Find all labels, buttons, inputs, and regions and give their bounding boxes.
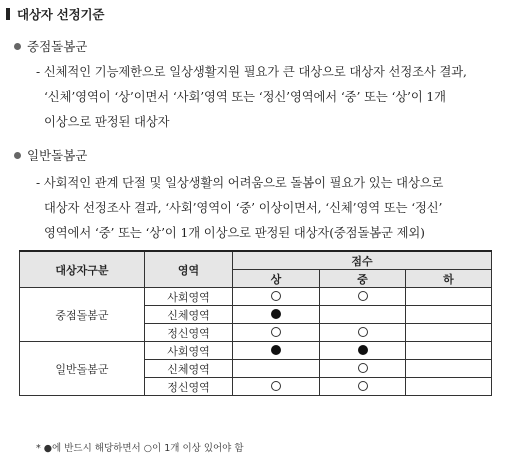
area-cell: 신체영역 [145,360,233,378]
open-circle-icon [271,327,281,337]
circle-bullet-icon [14,43,21,50]
paragraph-line: 영역에서 ‘중’ 또는 ‘상’이 1개 이상으로 판정된 대상자(중점돌봄군 제외) [44,226,425,240]
circle-bullet-icon [14,152,21,159]
open-circle-icon [358,327,368,337]
header-mid: 중 [320,270,406,288]
paragraph-line: 이상으로 판정된 대상자 [44,115,170,129]
area-cell: 사회영역 [145,342,233,360]
area-cell: 사회영역 [145,288,233,306]
bullet-heading-general [14,146,87,164]
score-cell-low [406,378,492,396]
header-high: 상 [233,270,320,288]
filled-circle-icon [358,345,368,355]
score-cell-high [233,360,320,378]
filled-circle-icon [271,345,281,355]
area-cell: 신체영역 [145,306,233,324]
header-area: 영역 [145,251,233,288]
score-cell-mid [320,378,406,396]
open-circle-icon [271,291,281,301]
score-cell-mid [320,342,406,360]
square-bullet-icon [6,8,10,20]
paragraph-intensive [36,60,498,135]
score-cell-low [406,342,492,360]
paragraph-line: - 신체적인 기능제한으로 일상생활지원 필요가 큰 대상으로 대상자 선정조사 결과, [36,65,467,79]
paragraph-general [36,171,498,246]
score-cell-high [233,288,320,306]
header-group: 대상자구분 [20,251,145,288]
criteria-table [19,250,492,396]
area-cell: 정신영역 [145,378,233,396]
score-cell-low [406,288,492,306]
score-cell-low [406,360,492,378]
score-cell-mid [320,288,406,306]
header-score: 점수 [233,251,492,270]
score-cell-mid [320,306,406,324]
score-cell-high [233,342,320,360]
footnote: * ●에 반드시 해당하면서 ○이 1개 이상 있어야 함 [36,443,244,454]
score-cell-low [406,324,492,342]
heading-general-text: 일반돌봄군 [27,148,88,163]
score-cell-mid [320,324,406,342]
score-cell-high [233,378,320,396]
section-title [6,5,104,23]
area-cell: 정신영역 [145,324,233,342]
paragraph-line: - 사회적인 관계 단절 및 일상생활의 어려움으로 돌봄이 필요가 있는 대상으로 [36,176,444,190]
section-title-text: 대상자 선정기준 [17,7,105,22]
paragraph-line: ‘신체’영역이 ‘상’이면서 ‘사회’영역 또는 ‘정신’영역에서 ‘중’ 또는 ‘상’이 1개 [44,90,446,104]
bullet-heading-intensive [14,37,87,55]
table-row [20,342,492,360]
score-cell-high [233,324,320,342]
open-circle-icon [358,363,368,373]
score-cell-mid [320,360,406,378]
open-circle-icon [358,291,368,301]
header-low: 하 [406,270,492,288]
score-cell-low [406,306,492,324]
group-name-cell: 중점돌봄군 [20,288,145,342]
filled-circle-icon [271,309,281,319]
open-circle-icon [358,381,368,391]
paragraph-line: 대상자 선정조사 결과, ‘사회’영역이 ‘중’ 이상이면서, ‘신체’영역 또는 ‘정신’ [44,201,443,215]
score-cell-high [233,306,320,324]
group-name-cell: 일반돌봄군 [20,342,145,396]
heading-intensive-text: 중점돌봄군 [27,39,88,54]
open-circle-icon [271,381,281,391]
table-row [20,288,492,306]
